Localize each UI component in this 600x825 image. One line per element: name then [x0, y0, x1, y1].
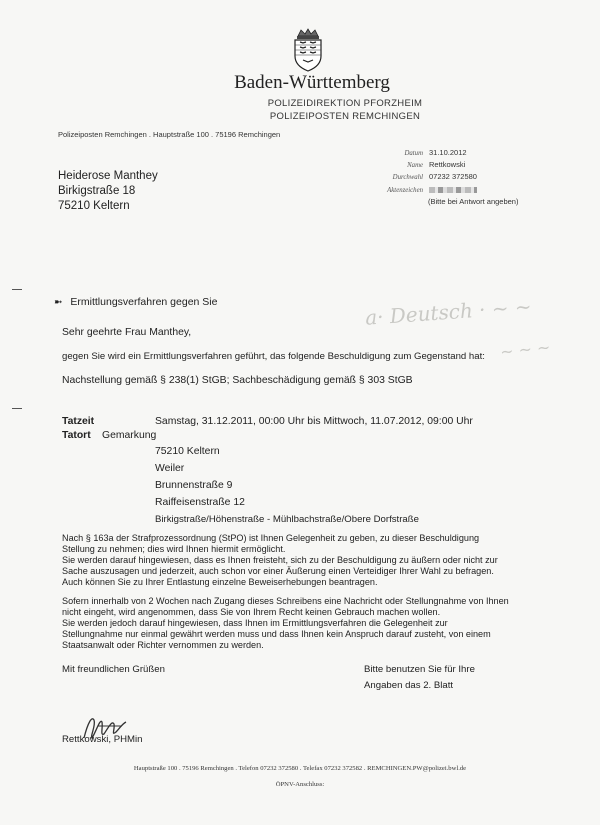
- tatort-label: Tatort: [62, 430, 91, 441]
- footer-transport: ÖPNV-Anschluss:: [275, 781, 325, 788]
- location-line: Brunnenstraße 9: [155, 480, 233, 491]
- recipient-street: Birkigstraße 18: [58, 185, 136, 197]
- location-line: Weiler: [155, 463, 185, 474]
- salutation: Sehr geehrte Frau Manthey,: [62, 327, 192, 338]
- location-line: Birkigstraße/Höhenstraße - Mühlbachstraße/Obere Dorfstraße: [155, 514, 419, 525]
- note-line: Angaben das 2. Blatt: [364, 680, 454, 691]
- closing: Mit freundlichen Grüßen: [62, 664, 165, 675]
- location-line: 75210 Keltern: [155, 446, 220, 457]
- intro-text: gegen Sie wird ein Ermittlungsverfahren geführt, das folgende Beschuldigung zum Gegenstand hat:: [62, 351, 485, 362]
- show-through-handwriting: ~ ~ ~: [499, 337, 552, 362]
- footer-contact: Hauptstraße 100 . 75196 Remchingen . Telefon 07232 372580 . Telefax 07232 372582 . REMCHINGEN.PW@polizei.bwl.de: [133, 765, 467, 772]
- gemarkung-label: Gemarkung: [102, 430, 157, 441]
- coat-of-arms-logo: [290, 28, 326, 72]
- show-through-handwriting: a· Deutsch · ~ ~: [364, 294, 533, 330]
- rights-paragraph: Nach § 163a der Strafprozessordnung (StPO) ist Ihnen Gelegenheit zu geben, zu dieser Beschuldigung Stellung zu nehmen; dies wird Ihnen hiermit ermöglicht. Sie werden darauf hingewiesen, dass es Ihnen freisteht, sich zu der Beschuldigung zu äußern oder nicht zur Sache auszusagen und jederzeit, auch schon vor einer Äußerung einen Verteidiger Ihrer Wahl zu befragen. Auch können Sie zu Ihrer Entlastung einzelne Beweiserhebungen beantragen.: [62, 533, 498, 588]
- arrow-icon: ➼: [54, 297, 63, 308]
- post-name: POLIZEIPOSTEN REMCHINGEN: [269, 111, 421, 122]
- note-line: Bitte benutzen Sie für Ihre: [364, 664, 475, 675]
- sender-line: Polizeiposten Remchingen . Hauptstraße 100 . 75196 Remchingen: [58, 130, 281, 139]
- recipient-city: 75210 Keltern: [58, 200, 130, 212]
- meta-name: Name Rettkowski: [407, 160, 466, 169]
- reference-note: (Bitte bei Antwort angeben): [428, 197, 519, 206]
- deadline-paragraph: Sofern innerhalb von 2 Wochen nach Zugang dieses Schreibens eine Nachricht oder Stellungnahme von Ihnen nicht eingeht, wird angenommen, dass Sie von Ihrem Recht keinen Gebrauch machen wollen. Sie werden jedoch darauf hingewiesen, dass Ihnen im Ermittlungsverfahren die Gelegenheit zur Stellungnahme nur einmal gewährt werden muss und dass Ihnen kein Anspruch darauf zusteht, von einem Staatsanwalt oder Richter vernommen zu werden.: [62, 596, 509, 651]
- fold-mark: [12, 408, 22, 409]
- subject-line: ➼ Ermittlungsverfahren gegen Sie: [54, 296, 218, 308]
- meta-date: Datum 31.10.2012: [404, 148, 467, 157]
- recipient-name: Heiderose Manthey: [58, 170, 158, 182]
- meta-phone: Durchwahl 07232 372580: [392, 172, 477, 181]
- location-line: Raiffeisenstraße 12: [155, 497, 245, 508]
- tatzeit-label: Tatzeit: [62, 416, 95, 427]
- meta-reference: Aktenzeichen: [370, 185, 477, 194]
- state-name: Baden-Württemberg: [234, 72, 390, 93]
- redaction-block: [429, 187, 477, 193]
- fold-mark: [12, 289, 22, 290]
- signature-name: Rettkowski, PHMin: [62, 734, 143, 745]
- charge-text: Nachstellung gemäß § 238(1) StGB; Sachbeschädigung gemäß § 303 StGB: [62, 375, 413, 386]
- directorate-name: POLIZEIDIREKTION PFORZHEIM: [267, 98, 423, 109]
- tatzeit-value: Samstag, 31.12.2011, 00:00 Uhr bis Mittwoch, 11.07.2012, 09:00 Uhr: [155, 416, 473, 427]
